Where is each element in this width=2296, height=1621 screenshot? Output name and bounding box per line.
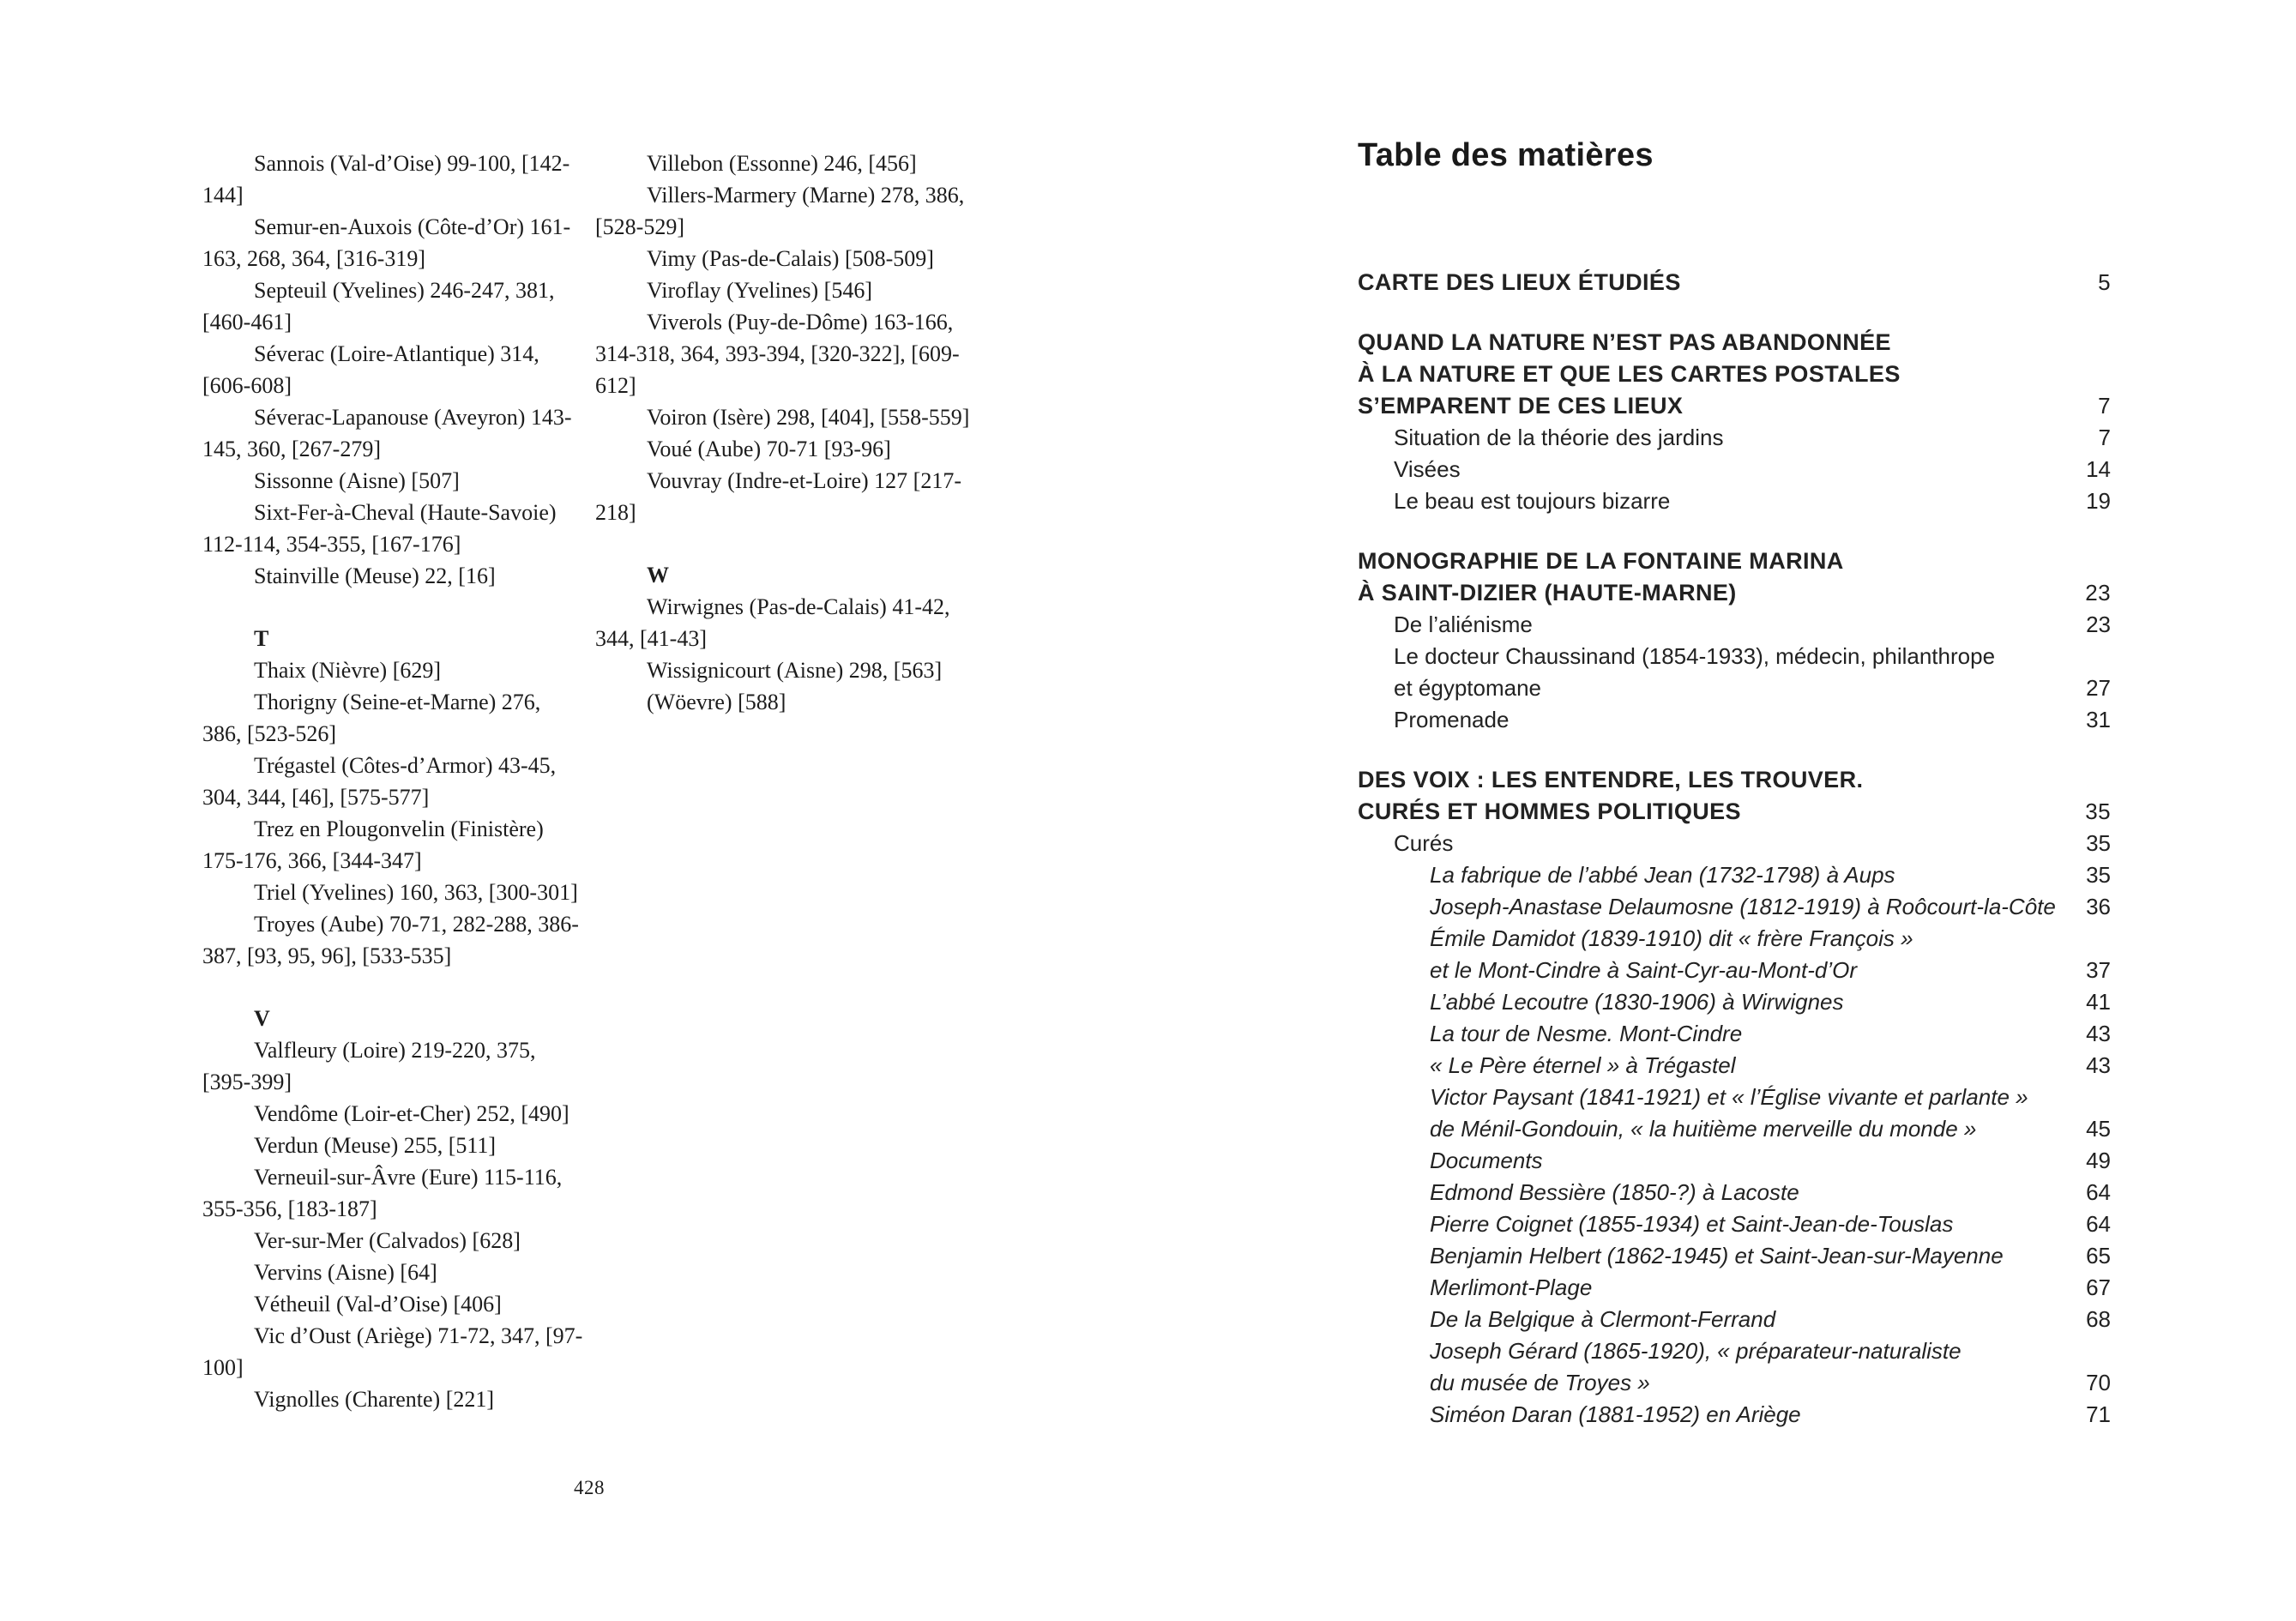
index-entry: Thorigny (Seine-et-Marne) 276, 386, [523-526] <box>202 690 541 746</box>
toc-entry <box>1358 1208 2111 1240</box>
toc-line <box>1358 1082 2111 1113</box>
toc-entry-page-number: 14 <box>2086 456 2111 482</box>
index-entry: Séverac-Lapanouse (Aveyron) 143-145, 360, [267-279] <box>202 405 572 461</box>
index-entry: Wissignicourt (Aisne) 298, [563] <box>647 658 943 683</box>
toc-list <box>1358 267 2111 1431</box>
toc-entry <box>1358 923 2111 986</box>
index-entry: Verneuil-sur-Âvre (Eure) 115-116, 355-356, [183-187] <box>202 1165 563 1221</box>
toc-line <box>1358 1050 2111 1082</box>
toc-entry <box>1358 1240 2111 1272</box>
index-entry: Troyes (Aube) 70-71, 282-288, 386-387, [93, 95, 96], [533-535] <box>202 912 579 968</box>
toc-entry-label: et le Mont-Cindre à Saint-Cyr-au-Mont-d’Or <box>1430 957 1858 983</box>
toc-line <box>1358 390 2111 422</box>
toc-line <box>1358 454 2111 485</box>
index-entry: Vouvray (Indre-et-Loire) 127 [217-218] <box>595 468 961 525</box>
index-entry: Semur-en-Auxois (Côte-d’Or) 161-163, 268, 364, [316-319] <box>202 214 571 271</box>
index-entry: Vimy (Pas-de-Calais) [508-509] <box>647 246 934 271</box>
toc-entry-page-number: 68 <box>2086 1306 2111 1332</box>
index-entry: Wirwignes (Pas-de-Calais) 41-42, 344, [41-43] <box>595 594 950 651</box>
toc-line <box>1358 609 2111 641</box>
toc-page <box>1148 0 2296 1621</box>
toc-entry-label: Le beau est toujours bizarre <box>1394 488 1671 514</box>
index-columns <box>202 148 976 1415</box>
toc-line <box>1358 891 2111 923</box>
toc-entry-page-number: 37 <box>2086 957 2111 983</box>
toc-entry <box>1358 986 2111 1018</box>
index-entry: Septeuil (Yvelines) 246-247, 381, [460-461] <box>202 278 555 334</box>
toc-entry-label: Merlimont-Plage <box>1430 1275 1593 1300</box>
toc-entry-page-number: 35 <box>2086 862 2111 888</box>
toc-entry-page-number: 64 <box>2086 1211 2111 1237</box>
toc-entry-label: À LA NATURE ET QUE LES CARTES POSTALES <box>1358 361 1901 387</box>
toc-entry-label: Promenade <box>1394 707 1510 732</box>
toc-entry-label: Visées <box>1394 456 1461 482</box>
toc-line <box>1358 828 2111 859</box>
index-entry: Vendôme (Loir-et-Cher) 252, [490] <box>254 1101 569 1126</box>
toc-entry-page-number: 43 <box>2086 1021 2111 1046</box>
toc-entry-label: Joseph Gérard (1865-1920), « préparateur-naturaliste <box>1430 1338 1962 1364</box>
toc-entry-label: CARTE DES LIEUX ÉTUDIÉS <box>1358 269 1681 295</box>
toc-line <box>1358 672 2111 704</box>
toc-entry-label: MONOGRAPHIE DE LA FONTAINE MARINA <box>1358 548 1844 574</box>
index-entry: Viverols (Puy-de-Dôme) 163-166, 314-318, 364, 393-394, [320-322], [609-612] <box>595 310 960 398</box>
toc-line <box>1358 923 2111 955</box>
toc-entry-page-number: 71 <box>2086 1401 2111 1427</box>
toc-line <box>1358 422 2111 454</box>
index-entry: Voiron (Isère) 298, [404], [558-559] <box>647 405 970 430</box>
index-letter-heading: W <box>647 563 669 588</box>
toc-line <box>1358 1018 2111 1050</box>
toc-entry-label: QUAND LA NATURE N’EST PAS ABANDONNÉE <box>1358 329 1891 355</box>
toc-entry <box>1358 1145 2111 1177</box>
toc-entry <box>1358 859 2111 891</box>
toc-entry-page-number: 7 <box>2098 393 2111 419</box>
toc-line <box>1358 359 2111 390</box>
index-entry: (Wöevre) [588] <box>647 690 786 714</box>
toc-line <box>1358 1367 2111 1399</box>
toc-entry-page-number: 35 <box>2086 830 2111 856</box>
toc-line <box>1358 485 2111 517</box>
toc-entry-page-number: 23 <box>2085 580 2111 606</box>
index-entry: Villebon (Essonne) 246, [456] <box>647 151 917 176</box>
index-entry: Valfleury (Loire) 219-220, 375, [395-399] <box>202 1038 536 1094</box>
toc-line <box>1358 545 2111 577</box>
toc-entry-label: De la Belgique à Clermont-Ferrand <box>1430 1306 1776 1332</box>
toc-entry-page-number: 19 <box>2086 488 2111 514</box>
toc-entry-label: Le docteur Chaussinand (1854-1933), médecin, philanthrope <box>1394 643 1996 669</box>
toc-entry-label: et égyptomane <box>1394 675 1542 701</box>
toc-entry <box>1358 1018 2111 1050</box>
index-entry: Vic d’Oust (Ariège) 71-72, 347, [97-100] <box>202 1323 583 1380</box>
toc-entry <box>1358 764 2111 828</box>
toc-line <box>1358 327 2111 359</box>
toc-entry-label: Siméon Daran (1881-1952) en Ariège <box>1430 1401 1801 1427</box>
toc-entry-label: DES VOIX : LES ENTENDRE, LES TROUVER. <box>1358 767 1864 792</box>
toc-entry-page-number: 49 <box>2086 1148 2111 1173</box>
toc-entry <box>1358 327 2111 422</box>
index-entry: Villers-Marmery (Marne) 278, 386, [528-529] <box>595 183 965 239</box>
toc-line <box>1358 1399 2111 1431</box>
index-entry: Séverac (Loire-Atlantique) 314, [606-608] <box>202 341 539 398</box>
toc-entry-page-number: 41 <box>2086 989 2111 1015</box>
toc-entry-label: Victor Paysant (1841-1921) et « l’Église vivante et parlante » <box>1430 1084 2028 1110</box>
toc-entry <box>1358 609 2111 641</box>
toc-entry-page-number: 67 <box>2086 1275 2111 1300</box>
toc-entry-page-number: 27 <box>2086 675 2111 701</box>
toc-entry-page-number: 36 <box>2086 894 2111 919</box>
index-entry: Trégastel (Côtes-d’Armor) 43-45, 304, 344, [46], [575-577] <box>202 753 557 810</box>
toc-entry <box>1358 545 2111 609</box>
toc-entry-page-number: 65 <box>2086 1243 2111 1268</box>
toc-entry <box>1358 454 2111 485</box>
toc-line <box>1358 577 2111 609</box>
index-letter-heading: V <box>254 1006 270 1031</box>
toc-entry <box>1358 422 2111 454</box>
toc-entry <box>1358 1335 2111 1399</box>
toc-entry-label: Benjamin Helbert (1862-1945) et Saint-Jean-sur-Mayenne <box>1430 1243 2004 1268</box>
toc-entry <box>1358 641 2111 704</box>
toc-entry <box>1358 891 2111 923</box>
toc-entry-page-number: 43 <box>2086 1052 2111 1078</box>
toc-entry-label: La tour de Nesme. Mont-Cindre <box>1430 1021 1743 1046</box>
toc-line <box>1358 1208 2111 1240</box>
toc-line <box>1358 641 2111 672</box>
toc-line <box>1358 986 2111 1018</box>
index-entry: Triel (Yvelines) 160, 363, [300-301] <box>254 880 578 905</box>
toc-line <box>1358 764 2111 796</box>
toc-entry <box>1358 1050 2111 1082</box>
toc-entry-page-number: 70 <box>2086 1370 2111 1395</box>
index-entry: Vignolles (Charente) [221] <box>254 1387 495 1412</box>
toc-entry-label: Edmond Bessière (1850-?) à Lacoste <box>1430 1179 1799 1205</box>
index-entry: Trez en Plougonvelin (Finistère) 175-176, 366, [344-347] <box>202 817 544 873</box>
index-entry: Thaix (Nièvre) [629] <box>254 658 442 683</box>
toc-line <box>1358 859 2111 891</box>
index-entry: Stainville (Meuse) 22, [16] <box>254 563 496 588</box>
toc-entry-label: Situation de la théorie des jardins <box>1394 425 1724 450</box>
toc-entry-page-number: 45 <box>2086 1116 2111 1142</box>
toc-entry-label: Pierre Coignet (1855-1934) et Saint-Jean-de-Touslas <box>1430 1211 1954 1237</box>
toc-entry <box>1358 267 2111 298</box>
toc-entry <box>1358 704 2111 736</box>
index-entry: Verdun (Meuse) 255, [511] <box>254 1133 497 1158</box>
index-entry: Vervins (Aisne) [64] <box>254 1260 437 1285</box>
toc-entry-label: À SAINT-DIZIER (HAUTE-MARNE) <box>1358 580 1737 606</box>
toc-entry-label: La fabrique de l’abbé Jean (1732-1798) à Aups <box>1430 862 1895 888</box>
toc-entry <box>1358 1082 2111 1145</box>
toc-entry-label: de Ménil-Gondouin, « la huitième merveille du monde » <box>1430 1116 1977 1142</box>
toc-entry-page-number: 35 <box>2085 798 2111 824</box>
toc-entry-label: CURÉS ET HOMMES POLITIQUES <box>1358 798 1741 824</box>
toc-line <box>1358 267 2111 298</box>
toc-line <box>1358 1272 2111 1304</box>
toc-entry-page-number: 23 <box>2086 612 2111 637</box>
toc-entry-label: De l’aliénisme <box>1394 612 1533 637</box>
toc-entry-label: Émile Damidot (1839-1910) dit « frère François » <box>1430 925 1913 951</box>
toc-entry-page-number: 7 <box>2098 425 2111 450</box>
toc-entry <box>1358 1399 2111 1431</box>
toc-entry <box>1358 1304 2111 1335</box>
toc-line <box>1358 1145 2111 1177</box>
toc-entry-label: du musée de Troyes » <box>1430 1370 1650 1395</box>
toc-entry-label: « Le Père éternel » à Trégastel <box>1430 1052 1736 1078</box>
index-entry: Viroflay (Yvelines) [546] <box>647 278 872 303</box>
toc-wrapper <box>1358 137 2111 1431</box>
page-number: 428 <box>574 1477 605 1498</box>
toc-line <box>1358 1335 2111 1367</box>
toc-entry <box>1358 1177 2111 1208</box>
index-column-1 <box>202 148 583 1415</box>
index-entry: Voué (Aube) 70-71 [93-96] <box>647 437 891 461</box>
index-entry: Sixt-Fer-à-Cheval (Haute-Savoie) 112-114, 354-355, [167-176] <box>202 500 557 557</box>
toc-entry-page-number: 64 <box>2086 1179 2111 1205</box>
toc-line <box>1358 704 2111 736</box>
page-title: Table des matières <box>1358 137 1654 173</box>
toc-entry-page-number: 5 <box>2098 269 2111 295</box>
index-letter-heading: T <box>254 626 269 651</box>
toc-entry-label: S’EMPARENT DE CES LIEUX <box>1358 393 1684 419</box>
toc-entry <box>1358 828 2111 859</box>
toc-line <box>1358 796 2111 828</box>
toc-line <box>1358 1113 2111 1145</box>
index-entry: Ver-sur-Mer (Calvados) [628] <box>254 1228 521 1253</box>
toc-entry-label: Curés <box>1394 830 1454 856</box>
toc-entry-label: Documents <box>1430 1148 1543 1173</box>
index-column-2 <box>595 148 976 1415</box>
toc-entry-label: Joseph-Anastase Delaumosne (1812-1919) à Roôcourt-la-Côte <box>1430 894 2056 919</box>
index-entry: Sissonne (Aisne) [507] <box>254 468 460 493</box>
toc-line <box>1358 955 2111 986</box>
toc-line <box>1358 1240 2111 1272</box>
toc-entry-label: L’abbé Lecoutre (1830-1906) à Wirwignes <box>1430 989 1844 1015</box>
toc-line <box>1358 1177 2111 1208</box>
index-entry: Sannois (Val-d’Oise) 99-100, [142-144] <box>202 151 570 208</box>
index-entry: Vétheuil (Val-d’Oise) [406] <box>254 1292 502 1317</box>
toc-entry <box>1358 1272 2111 1304</box>
toc-line <box>1358 1304 2111 1335</box>
toc-entry <box>1358 485 2111 517</box>
toc-entry-page-number: 31 <box>2086 707 2111 732</box>
